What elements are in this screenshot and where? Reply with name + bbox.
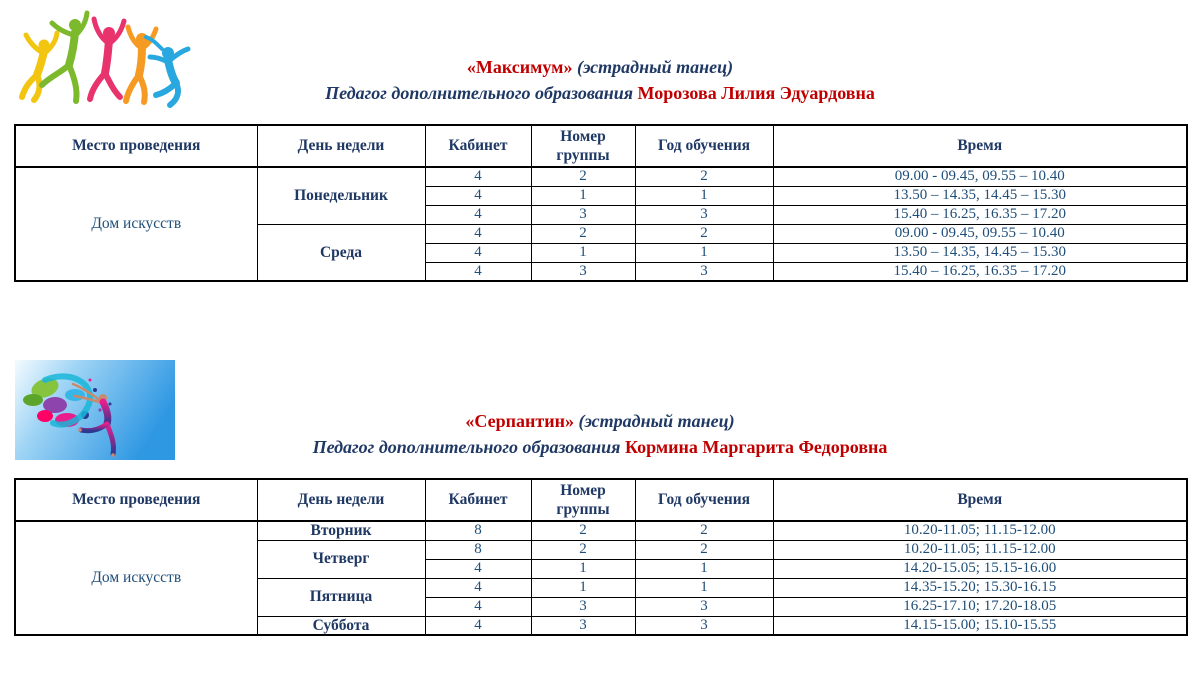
column-header-place: Место проведения [15, 125, 257, 167]
schedule-cell: 14.20-15.05; 15.15-16.00 [773, 559, 1187, 578]
day-cell: Вторник [257, 521, 425, 540]
schedule-cell: 13.50 – 14.35, 14.45 – 15.30 [773, 243, 1187, 262]
schedule-cell: 2 [635, 521, 773, 540]
table-row [15, 521, 1187, 540]
column-header-study-year: Год обучения [635, 125, 773, 167]
schedule-cell: 3 [635, 597, 773, 616]
schedule-cell: 3 [635, 262, 773, 281]
schedule-cell: 2 [531, 224, 635, 243]
teacher-label: Педагог дополнительного образования [325, 83, 634, 103]
schedule-cell: 14.15-15.00; 15.10-15.55 [773, 616, 1187, 635]
schedule-cell: 3 [531, 597, 635, 616]
schedule-table-serpantin [14, 478, 1188, 636]
schedule-cell: 8 [425, 540, 531, 559]
schedule-cell: 2 [635, 540, 773, 559]
schedule-cell: 2 [531, 167, 635, 186]
place-cell: Дом искусств [15, 167, 257, 281]
group-title-line [0, 408, 1200, 434]
schedule-cell: 2 [531, 521, 635, 540]
teacher-line [0, 434, 1200, 460]
column-header-day: День недели [257, 479, 425, 521]
schedule-cell: 09.00 - 09.45, 09.55 – 10.40 [773, 167, 1187, 186]
header-row [15, 125, 1187, 167]
teacher-label: Педагог дополнительного образования [312, 437, 621, 457]
schedule-cell: 3 [635, 205, 773, 224]
column-header-place: Место проведения [15, 479, 257, 521]
schedule-cell: 1 [531, 559, 635, 578]
group-type: (эстрадный танец) [576, 57, 734, 77]
schedule-cell: 2 [635, 224, 773, 243]
column-header-group-number: Номер группы [531, 479, 635, 521]
day-cell: Среда [257, 224, 425, 281]
schedule-table-maksimum [14, 124, 1188, 282]
day-cell: Пятница [257, 578, 425, 616]
column-header-time: Время [773, 479, 1187, 521]
schedule-cell: 4 [425, 205, 531, 224]
schedule-cell: 4 [425, 167, 531, 186]
place-cell: Дом искусств [15, 521, 257, 635]
column-header-room: Кабинет [425, 479, 531, 521]
section-header-maksimum [0, 54, 1200, 106]
group-type: (эстрадный танец) [578, 411, 735, 431]
schedule-cell: 4 [425, 578, 531, 597]
schedule-cell: 15.40 – 16.25, 16.35 – 17.20 [773, 262, 1187, 281]
schedule-cell: 1 [635, 243, 773, 262]
schedule-cell: 16.25-17.10; 17.20-18.05 [773, 597, 1187, 616]
schedule-cell: 1 [531, 243, 635, 262]
group-name: «Максимум» [466, 57, 573, 77]
schedule-cell: 10.20-11.05; 11.15-12.00 [773, 521, 1187, 540]
column-header-room: Кабинет [425, 125, 531, 167]
schedule-cell: 3 [531, 205, 635, 224]
column-header-group-number: Номер группы [531, 125, 635, 167]
header-row [15, 479, 1187, 521]
group-name: «Серпантин» [465, 411, 574, 431]
schedule-cell: 8 [425, 521, 531, 540]
schedule-cell: 2 [531, 540, 635, 559]
schedule-cell: 1 [531, 578, 635, 597]
table-row [15, 167, 1187, 186]
schedule-cell: 13.50 – 14.35, 14.45 – 15.30 [773, 186, 1187, 205]
schedule-cell: 4 [425, 597, 531, 616]
group-title-line [0, 54, 1200, 80]
schedule-cell: 4 [425, 186, 531, 205]
section-header-serpantin [0, 408, 1200, 460]
schedule-cell: 3 [531, 262, 635, 281]
schedule-cell: 1 [531, 186, 635, 205]
schedule-cell: 09.00 - 09.45, 09.55 – 10.40 [773, 224, 1187, 243]
day-cell: Понедельник [257, 167, 425, 224]
schedule-cell: 10.20-11.05; 11.15-12.00 [773, 540, 1187, 559]
teacher-line [0, 80, 1200, 106]
schedule-cell: 4 [425, 243, 531, 262]
column-header-day: День недели [257, 125, 425, 167]
schedule-cell: 3 [635, 616, 773, 635]
day-cell: Четверг [257, 540, 425, 578]
teacher-name: Кормина Маргарита Федоровна [624, 437, 888, 457]
schedule-cell: 1 [635, 559, 773, 578]
schedule-cell: 14.35-15.20; 15.30-16.15 [773, 578, 1187, 597]
schedule-cell: 1 [635, 578, 773, 597]
schedule-cell: 4 [425, 224, 531, 243]
column-header-study-year: Год обучения [635, 479, 773, 521]
schedule-cell: 4 [425, 616, 531, 635]
schedule-cell: 1 [635, 186, 773, 205]
schedule-cell: 4 [425, 262, 531, 281]
day-cell: Суббота [257, 616, 425, 635]
teacher-name: Морозова Лилия Эдуардовна [637, 83, 875, 103]
schedule-cell: 4 [425, 559, 531, 578]
schedule-cell: 15.40 – 16.25, 16.35 – 17.20 [773, 205, 1187, 224]
schedule-cell: 3 [531, 616, 635, 635]
schedule-cell: 2 [635, 167, 773, 186]
column-header-time: Время [773, 125, 1187, 167]
